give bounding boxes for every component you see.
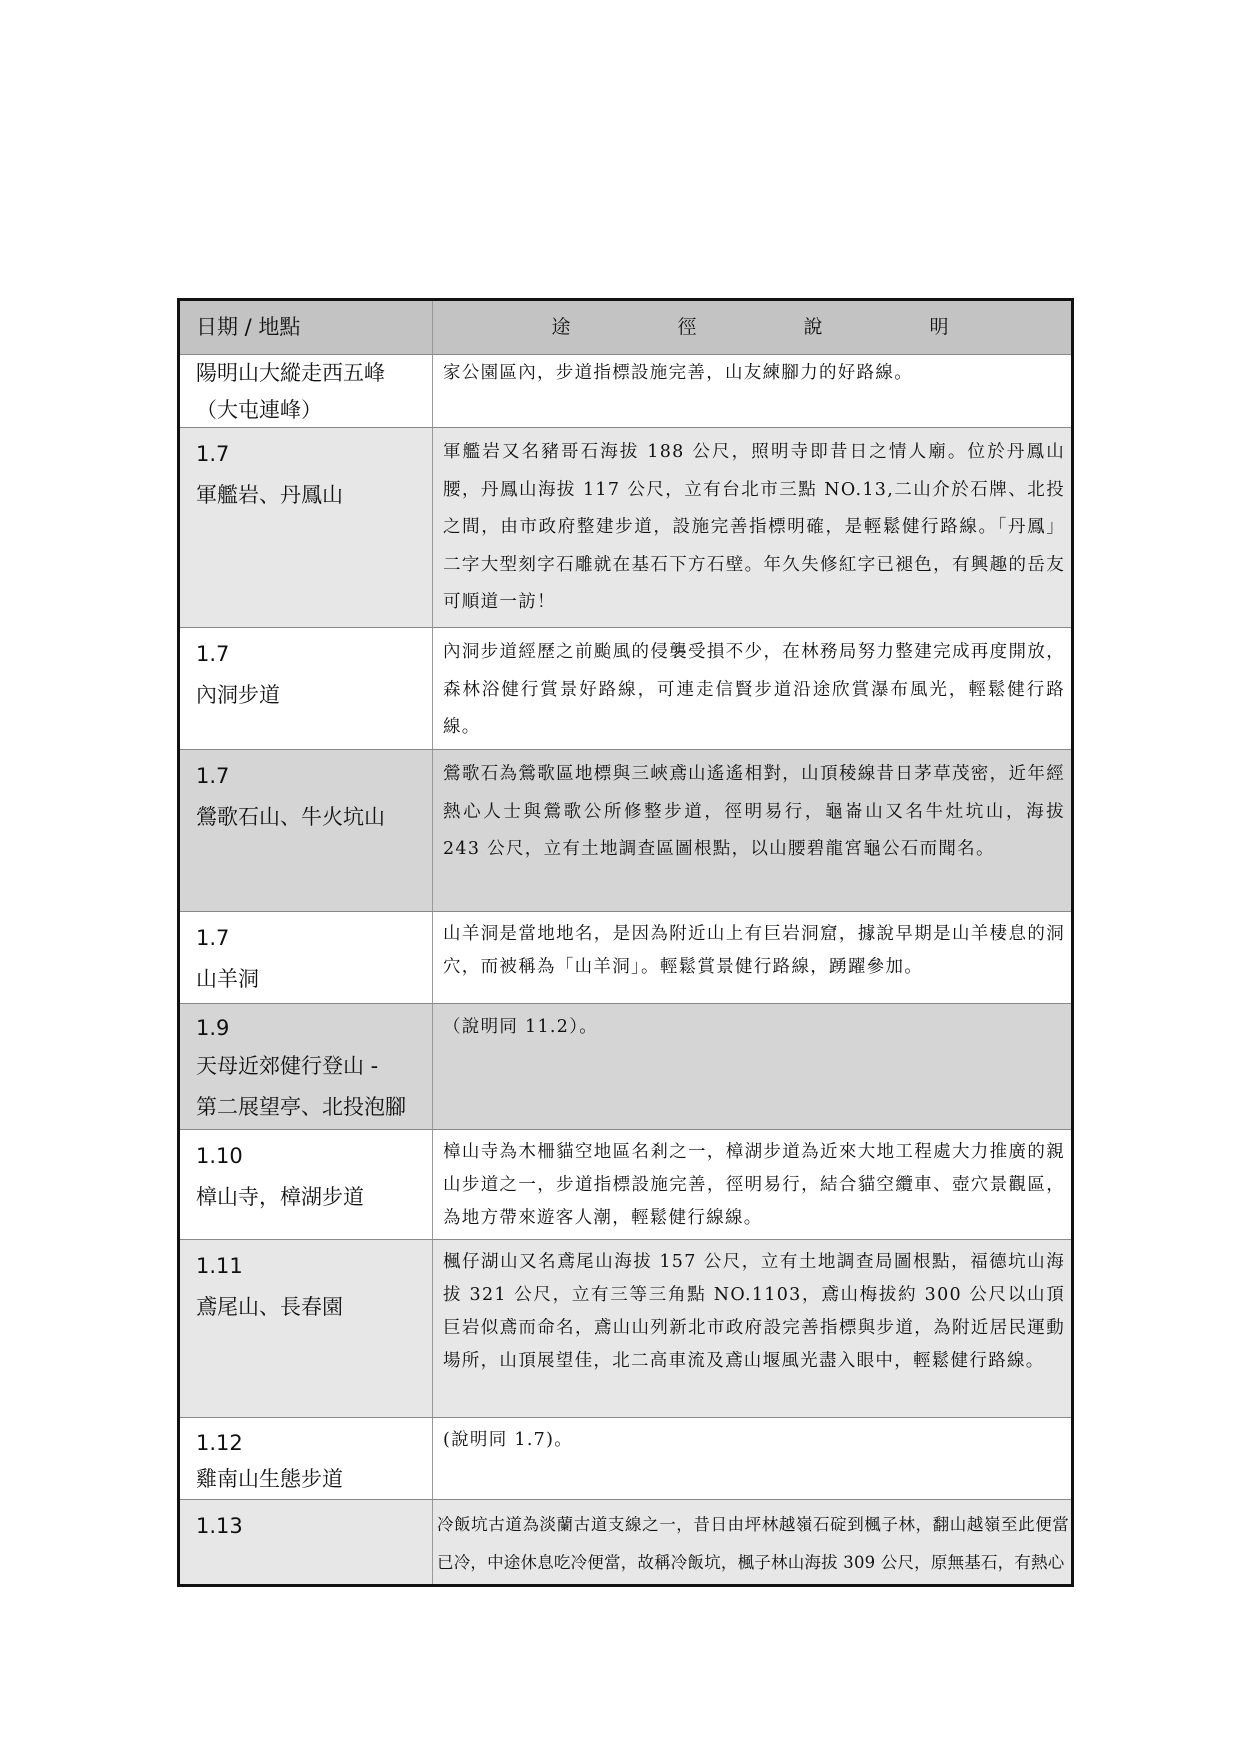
row-date-place-cell (180, 1500, 433, 1584)
row-date-place-cell (180, 750, 433, 911)
row-place: 雞南山生態步道 (196, 1467, 343, 1491)
route-table (177, 298, 1074, 1587)
table-row (180, 749, 1071, 911)
row-date-place-cell (180, 1004, 433, 1129)
table-row (180, 1003, 1071, 1129)
row-description: 楓仔湖山又名鳶尾山海拔 157 公尺，立有土地調查局圖根點，福德坑山海拔 321 公尺，立有三等三角點 NO.1103，鳶山梅拔約 300 公尺以山頂巨岩似鳶而命名，鳶山山列新北市政府設完善指標與步道，為附近居民運動場所，山頂展望佳，北二高車流及鳶山堰風光盡入眼中，輕鬆健行路線。 (443, 1252, 1065, 1371)
row-place: 陽明山大縱走西五峰 （大屯連峰） (180, 355, 433, 427)
row-date: 1.7 (196, 926, 230, 950)
row-date: 1.11 (196, 1254, 243, 1278)
row-date-place-cell (180, 628, 433, 749)
row-date: 1.9 (196, 1016, 230, 1040)
row-date: 1.12 (196, 1431, 243, 1455)
row-place: 軍艦岩、丹鳳山 (196, 483, 343, 507)
row-place: 山羊洞 (196, 967, 259, 991)
table-row (180, 627, 1071, 749)
row-date-place-cell (180, 1130, 433, 1239)
row-date: 1.7 (196, 642, 230, 666)
header-date-place: 日期 / 地點 (180, 301, 433, 354)
row-place: 鳶尾山、長春園 (196, 1295, 343, 1319)
row-description: （說明同 11.2）。 (443, 1017, 599, 1037)
row-place: 樟山寺，樟湖步道 (196, 1185, 364, 1209)
row-description: 家公園區內，步道指標設施完善，山友練腳力的好路線。 (443, 363, 913, 383)
row-date-place-cell (180, 912, 433, 1003)
row-date: 1.13 (196, 1514, 243, 1538)
row-description: 樟山寺為木柵貓空地區名剎之一，樟湖步道為近來大地工程處大力推廣的親山步道之一，步道指標設施完善，徑明易行，結合貓空纜車、壺穴景觀區，為地方帶來遊客人潮，輕鬆健行線線。 (443, 1142, 1065, 1228)
row-place: 鶯歌石山、牛火坑山 (196, 805, 385, 829)
row-description: 內洞步道經歷之前颱風的侵襲受損不少，在林務局努力整建完成再度開放，森林浴健行賞景好路線，可連走信賢步道沿途欣賞瀑布風光，輕鬆健行路線。 (443, 642, 1065, 737)
table-row (180, 427, 1071, 627)
row-description: 軍艦岩又名豬哥石海拔 188 公尺，照明寺即昔日之情人廟。位於丹鳳山腰，丹鳳山海拔 117 公尺，立有台北市三點 NO.13,二山介於石牌、北投之間，由市政府整建步道，設施完善指標明確，是輕鬆健行路線。「丹鳳」二字大型刻字石雕就在基石下方石壁。年久失修紅字已褪色，有興趣的岳友可順道一訪！ (443, 442, 1065, 612)
row-place: 天母近郊健行登山 - 第二展望亭、北投泡腳 (196, 1054, 406, 1119)
table-row (180, 1129, 1071, 1239)
header-route-desc: 途 徑 說 明 (551, 316, 993, 338)
row-date: 1.7 (196, 764, 230, 788)
table-header (180, 301, 1071, 354)
row-place: 內洞步道 (196, 683, 280, 707)
row-date: 1.7 (196, 442, 230, 466)
row-date-place-cell (180, 1240, 433, 1417)
table-row (180, 1239, 1071, 1417)
row-date-place-cell (180, 1418, 433, 1499)
table-row (180, 354, 1071, 427)
row-description: 冷飯坑古道為淡蘭古道支線之一，昔日由坪林越嶺石碇到楓子林，翻山越嶺至此便當已冷，中途休息吃冷便當，故稱冷飯坑，楓子林山海拔 309 公尺，原無基石，有熱心 (437, 1515, 1069, 1572)
table-row (180, 911, 1071, 1003)
row-description: (說明同 1.7)。 (443, 1430, 574, 1450)
row-description: 鶯歌石為鶯歌區地標與三峽鳶山遙遙相對，山頂稜線昔日茅草茂密，近年經熱心人士與鶯歌公所修整步道，徑明易行，龜崙山又名牛灶坑山，海拔 243 公尺，立有土地調查區圖根點，以山腰碧龍宮龜公石而聞名。 (443, 764, 1065, 859)
table-row (180, 1499, 1071, 1584)
row-date: 1.10 (196, 1144, 243, 1168)
table-row (180, 1417, 1071, 1499)
row-description: 山羊洞是當地地名，是因為附近山上有巨岩洞窟，據說早期是山羊棲息的洞穴，而被稱為「山羊洞」。輕鬆賞景健行路線，踴躍參加。 (443, 924, 1065, 977)
row-date-place-cell (180, 428, 433, 627)
